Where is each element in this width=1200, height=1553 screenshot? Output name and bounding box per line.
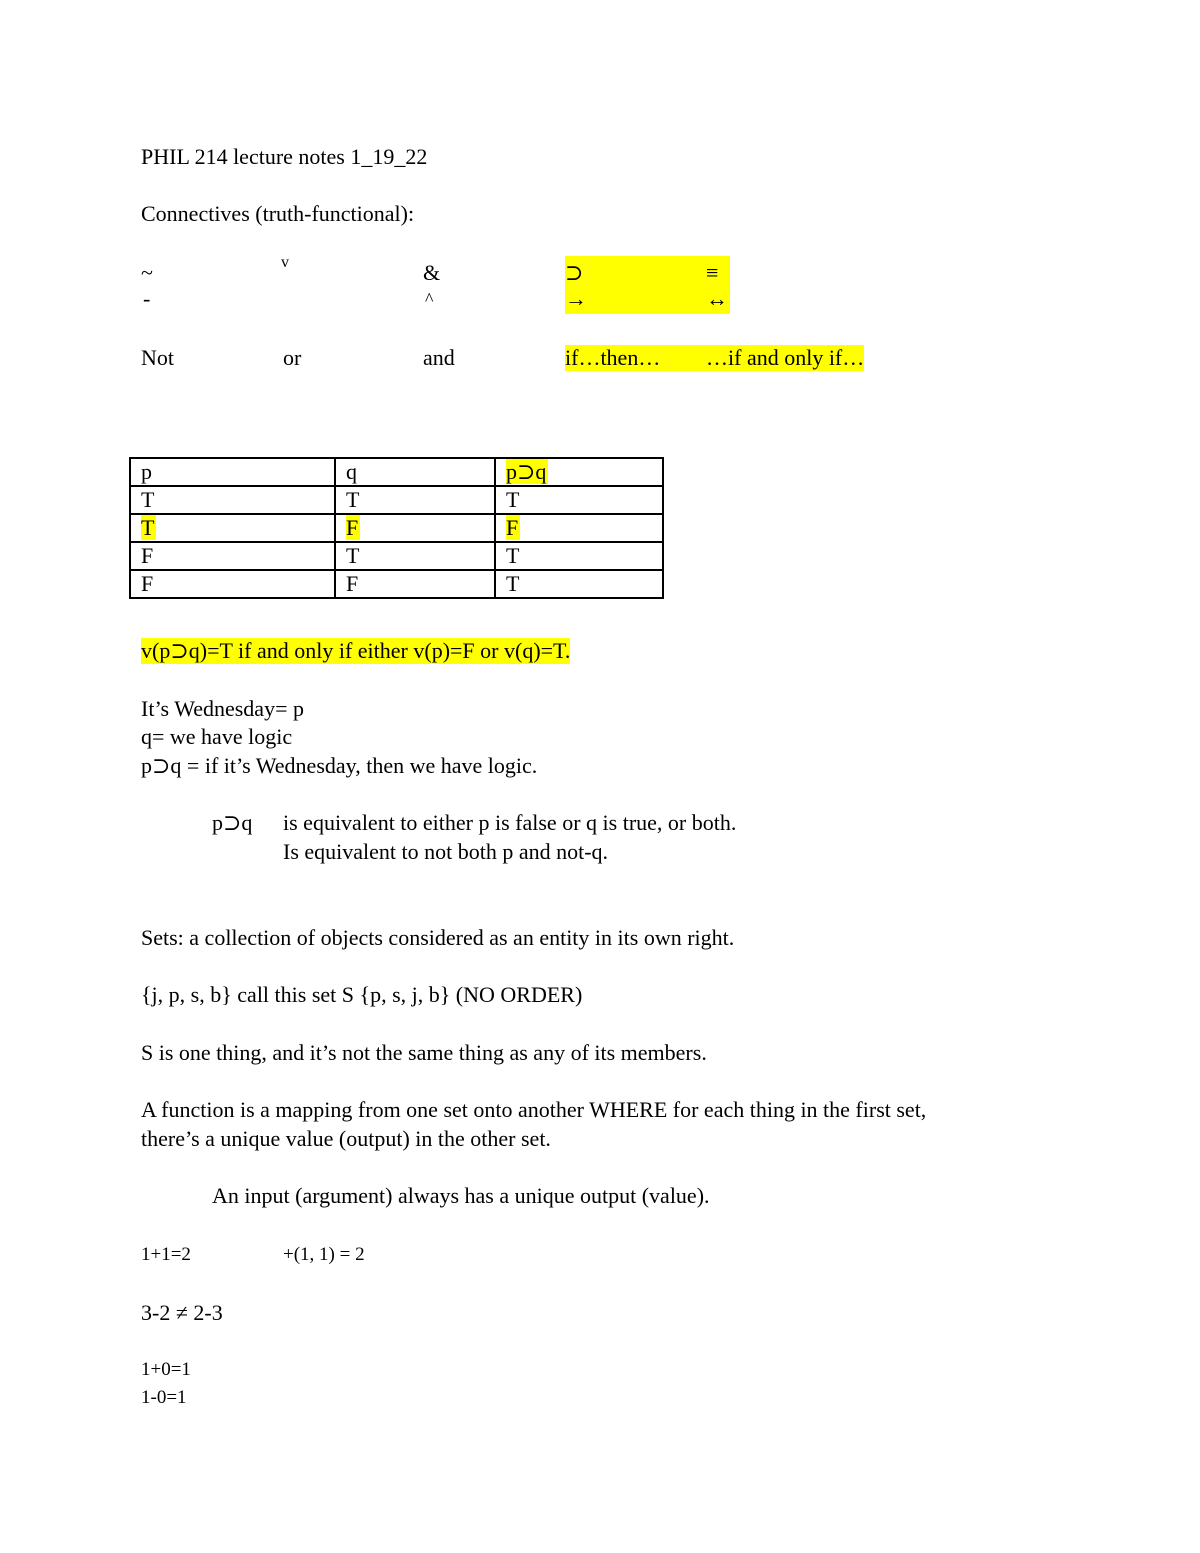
table-cell: F bbox=[495, 514, 663, 542]
connectives-heading: Connectives (truth-functional): bbox=[141, 201, 415, 226]
table-row bbox=[130, 486, 663, 514]
and-symbol-ampersand: & bbox=[423, 260, 441, 285]
table-cell: F bbox=[335, 570, 495, 598]
table-cell: F bbox=[130, 570, 335, 598]
table-cell: T bbox=[495, 486, 663, 514]
conditional-symbol-arrow: → bbox=[565, 286, 587, 311]
math-equation-1-alt: +(1, 1) = 2 bbox=[283, 1244, 365, 1265]
table-row bbox=[130, 570, 663, 598]
table-row bbox=[130, 542, 663, 570]
table-cell: T bbox=[495, 570, 663, 598]
equivalence-line-1: is equivalent to either p is false or q is true, or both. bbox=[283, 810, 737, 835]
table-cell: F bbox=[335, 514, 495, 542]
table-header-row bbox=[130, 458, 663, 486]
and-label: and bbox=[423, 345, 455, 370]
biconditional-symbol-double-arrow: ↔ bbox=[706, 286, 728, 311]
and-symbol-caret: ^ bbox=[425, 289, 434, 309]
table-cell: F bbox=[130, 542, 335, 570]
or-label: or bbox=[283, 345, 302, 370]
table-header-cell: p⊃q bbox=[495, 458, 663, 486]
sets-note: S is one thing, and it’s not the same thing as any of its members. bbox=[141, 1040, 707, 1065]
equivalence-formula: p⊃q bbox=[212, 810, 253, 835]
truth-table bbox=[129, 457, 664, 599]
function-line-3: An input (argument) always has a unique output (value). bbox=[212, 1183, 710, 1208]
function-line-1: A function is a mapping from one set onto another WHERE for each thing in the first set, bbox=[141, 1097, 927, 1122]
conditional-definition: v(p⊃q)=T if and only if either v(p)=F or v(q)=T. bbox=[141, 638, 571, 663]
sets-example: {j, p, s, b} call this set S {p, s, j, b} (NO ORDER) bbox=[141, 982, 583, 1007]
not-label: Not bbox=[141, 345, 174, 370]
not-symbol-tilde: ~ bbox=[141, 260, 153, 285]
table-cell: T bbox=[335, 486, 495, 514]
table-cell: T bbox=[495, 542, 663, 570]
biconditional-symbol-triple-bar: ≡ bbox=[706, 260, 719, 285]
example-line-2: q= we have logic bbox=[141, 724, 293, 749]
example-line-3: p⊃q = if it’s Wednesday, then we have logic. bbox=[141, 753, 538, 778]
or-symbol: v bbox=[281, 254, 289, 271]
function-line-2: there’s a unique value (output) in the other set. bbox=[141, 1126, 551, 1151]
math-equation-1: 1+1=2 bbox=[141, 1244, 191, 1265]
math-equation-2: 3-2 ≠ 2-3 bbox=[141, 1300, 223, 1325]
conditional-symbol-horseshoe: ⊃ bbox=[565, 260, 584, 285]
table-header-cell: q bbox=[335, 458, 495, 486]
math-equation-4: 1-0=1 bbox=[141, 1387, 187, 1408]
biconditional-label: …if and only if… bbox=[706, 345, 865, 370]
equivalence-line-2: Is equivalent to not both p and not-q. bbox=[283, 839, 609, 864]
math-equation-3: 1+0=1 bbox=[141, 1359, 191, 1380]
conditional-label: if…then… bbox=[565, 345, 706, 371]
page-title: PHIL 214 lecture notes 1_19_22 bbox=[141, 144, 428, 169]
example-line-1: It’s Wednesday= p bbox=[141, 696, 304, 721]
not-symbol-dash: - bbox=[143, 286, 151, 311]
table-header-cell: p bbox=[130, 458, 335, 486]
table-row-highlighted bbox=[130, 514, 663, 542]
table-cell: T bbox=[130, 514, 335, 542]
table-cell: T bbox=[130, 486, 335, 514]
table-cell: T bbox=[335, 542, 495, 570]
sets-definition: Sets: a collection of objects considered as an entity in its own right. bbox=[141, 925, 735, 950]
